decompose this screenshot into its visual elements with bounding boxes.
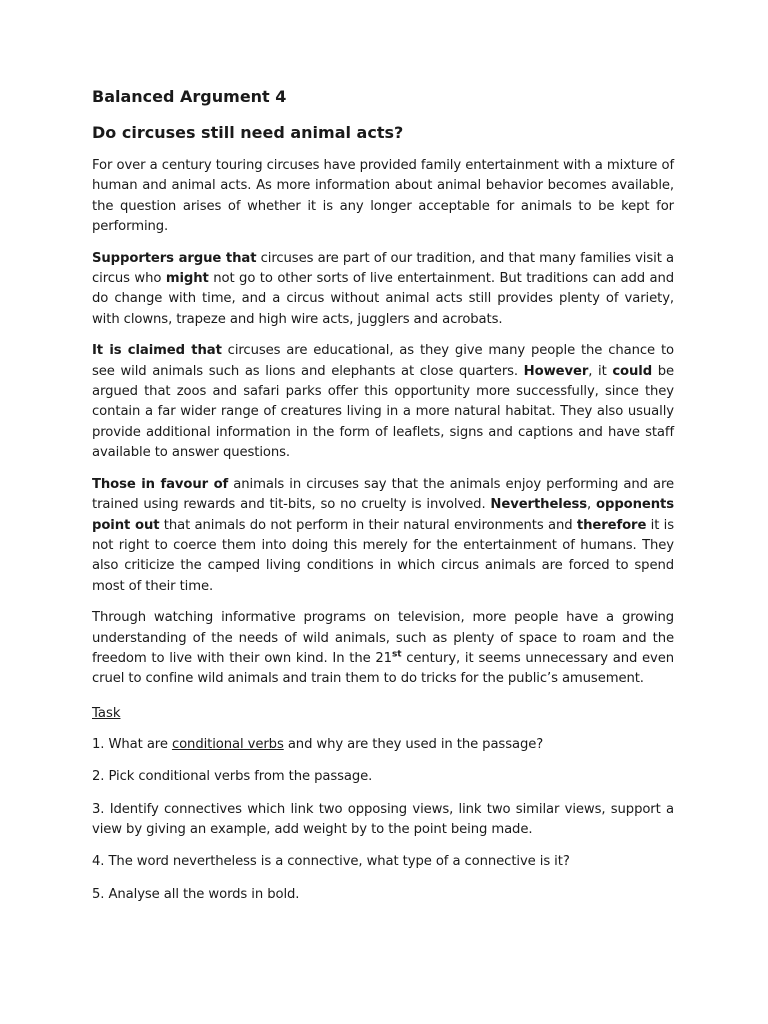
bold-phrase: Nevertheless: [490, 497, 588, 513]
paragraph-conclusion: Through watching informative programs on television, more people have a growing understanding of the needs of wild animals, such as plenty of space to roam and the freedom to live with their own kind. In the 21st century, it seems unnecessary and even cruel to confine wild animals and train them to do tricks for the public’s amusement.: [92, 610, 674, 687]
bold-phrase: could: [612, 363, 653, 379]
bold-phrase: might: [165, 271, 209, 287]
ordinal-superscript: st: [391, 649, 402, 660]
task-item-3: 3. Identify connectives which link two opposing views, link two similar views, support a view by giving an example, add weight by to the point being made.: [92, 801, 674, 837]
task-item-2: 2. Pick conditional verbs from the passage.: [92, 769, 373, 785]
task-heading: Task: [92, 705, 121, 721]
underlined-term: conditional verbs: [171, 736, 284, 752]
paragraph-supporters: Supporters argue that circuses are part of our tradition, and that many families visit a circus who might not go to other sorts of live entertainment. But traditions can add and do change with time, and a circus without animal acts still provides plenty of variety, with clowns, trapeze and high wire acts, jugglers and acrobats.: [92, 250, 674, 327]
bold-phrase: therefore: [576, 517, 647, 533]
bold-phrase: It is claimed that: [92, 343, 222, 359]
paragraph-intro: [92, 156, 674, 238]
document-title: Balanced Argument 4: [92, 87, 287, 106]
task-item-4: 4. The word nevertheless is a connective, what type of a connective is it?: [92, 854, 570, 870]
bold-phrase: opponents point out: [92, 497, 675, 533]
document-page: [92, 86, 674, 917]
task-item-1: 1. What are conditional verbs and why are they used in the passage?: [92, 736, 544, 752]
document-question: Do circuses still need animal acts?: [92, 123, 404, 142]
bold-phrase: However: [523, 363, 589, 379]
paragraph-claimed: It is claimed that circuses are educational, as they give many people the chance to see wild animals such as lions and elephants at close quarters. However, it could be argued that zoos and safari parks offer this opportunity more successfully, since they contain a far wider range of creatures living in a more natural habitat. They also usually provide additional information in the form of leaflets, signs and captions and have staff available to answer questions.: [92, 343, 674, 461]
paragraph-intro-text: For over a century touring circuses have provided family entertainment with a mixture of human and animal acts. As more information about animal behavior becomes available, the question arises of whether it is any longer acceptable for animals to be kept for performing.: [92, 158, 674, 235]
paragraph-favour: Those in favour of animals in circuses say that the animals enjoy performing and are trained using rewards and tit-bits, so no cruelty is involved. Nevertheless, opponents point out that animals do not perform in their natural environments and therefore it is not right to coerce them into doing this merely for the entertainment of humans. They also criticize the camped living conditions in which circus animals are forced to spend most of their time.: [92, 476, 675, 594]
bold-phrase: Supporters argue that: [92, 250, 257, 266]
bold-phrase: Those in favour of: [92, 476, 229, 492]
task-item-5: 5. Analyse all the words in bold.: [92, 886, 300, 902]
